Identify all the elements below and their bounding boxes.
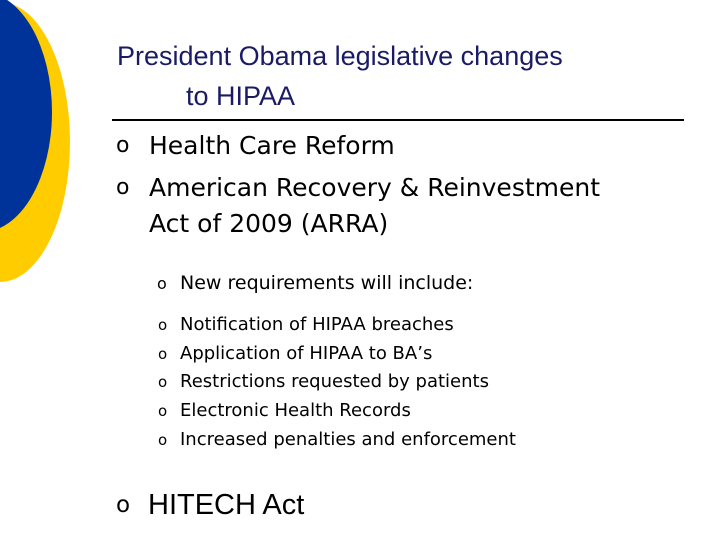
- bullet-text-line-2: Act of 2009 (ARRA): [149, 209, 389, 238]
- sub-bullet-text: Electronic Health Records: [180, 400, 411, 422]
- title-divider: [112, 119, 684, 121]
- bullet-marker: o: [157, 274, 167, 293]
- sub-bullet-text: Increased penalties and enforcement: [180, 428, 516, 450]
- bullet-arra: [116, 170, 600, 242]
- bullet-new-requirements: [157, 269, 473, 298]
- list-item: [158, 340, 516, 369]
- bullet-marker: o: [158, 373, 168, 392]
- bullet-text: Health Care Reform: [149, 131, 395, 160]
- bullet-marker: o: [116, 492, 131, 518]
- bullet-marker: o: [116, 133, 130, 158]
- sub-bullet-text: Notification of HIPAA breaches: [180, 314, 454, 335]
- bullet-text-line-1: American Recovery & Reinvestment: [149, 173, 601, 202]
- slide-title-line-2: to HIPAA: [186, 81, 296, 111]
- bullet-marker: o: [158, 316, 168, 334]
- bullet-marker: o: [158, 344, 168, 363]
- bullet-marker: o: [158, 430, 168, 449]
- bullet-marker: o: [116, 175, 130, 200]
- slide-title-line-1: President Obama legislative changes: [117, 41, 563, 71]
- sub-bullet-text: Restrictions requested by patients: [180, 371, 489, 393]
- list-item: [158, 397, 516, 426]
- bullet-marker: o: [158, 402, 168, 421]
- list-item: [158, 426, 516, 455]
- list-item: [158, 311, 516, 340]
- sub-bullet-list: [158, 311, 516, 455]
- slide-title: [117, 36, 677, 116]
- sub-bullet-text: Application of HIPAA to BA’s: [180, 342, 433, 364]
- bullet-text: New requirements will include:: [180, 272, 474, 294]
- bullet-health-care-reform: [116, 128, 395, 164]
- bullet-text: HITECH Act: [148, 489, 305, 521]
- bullet-hitech-act: [116, 487, 304, 523]
- list-item: [158, 368, 516, 397]
